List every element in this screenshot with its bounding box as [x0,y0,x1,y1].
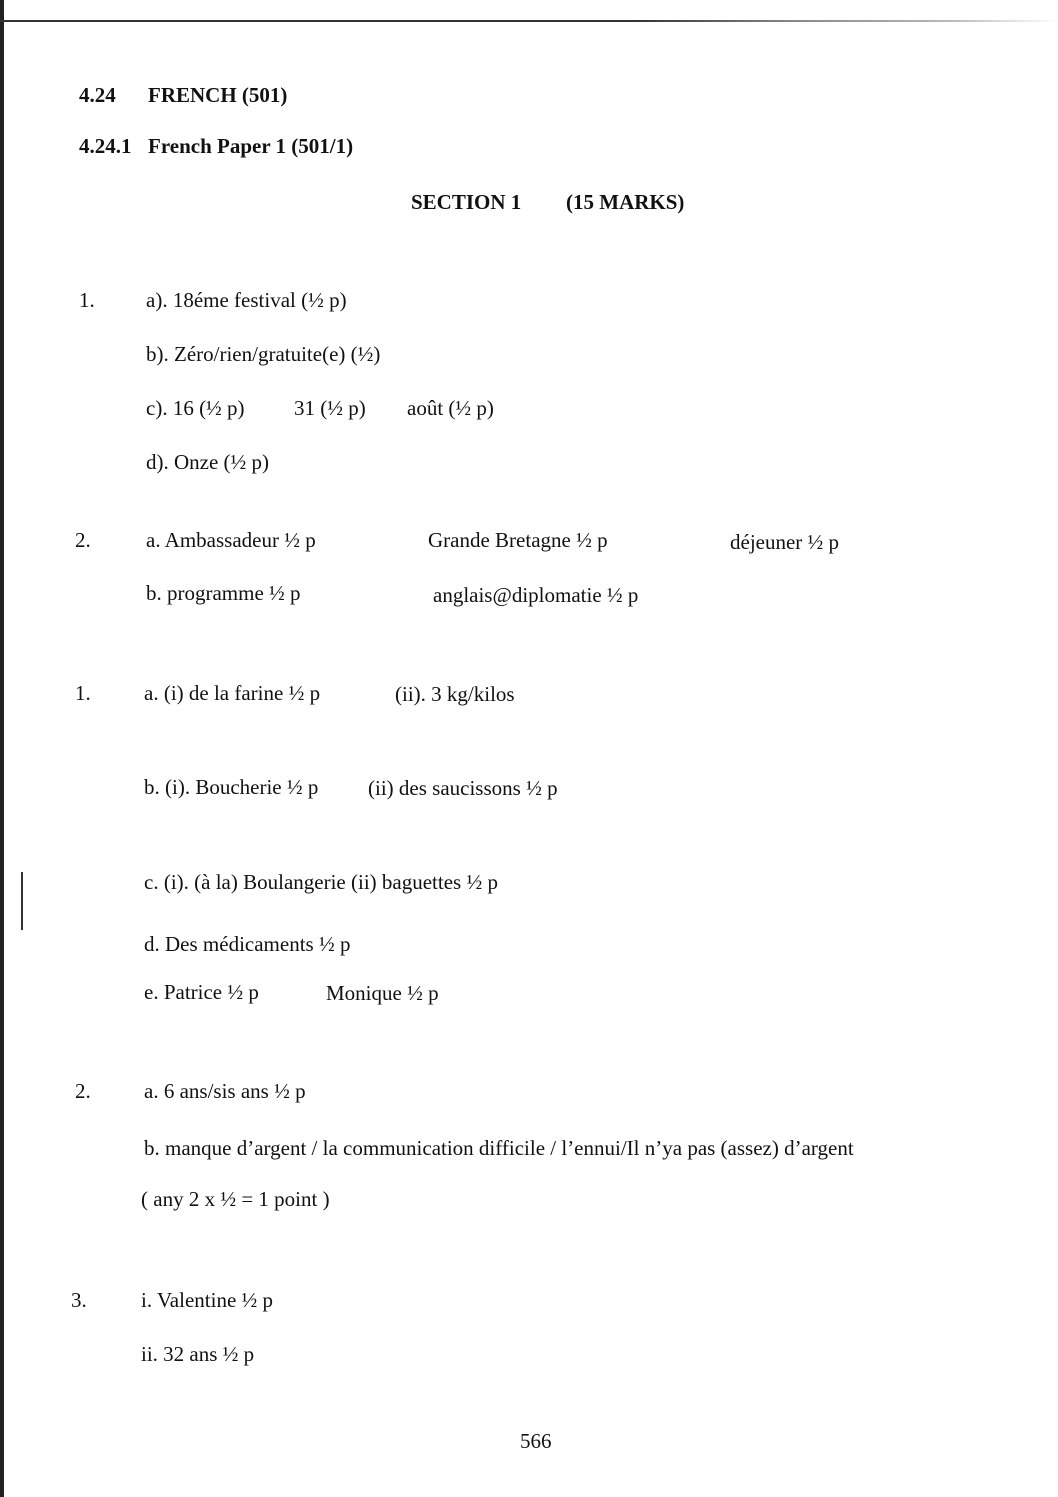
subsection-title: French Paper 1 (501/1) [148,134,354,158]
answer-line: Grande Bretagne ½ p [428,528,608,552]
answer-line: déjeuner ½ p [730,530,840,554]
answer-line: e. Patrice ½ p [144,980,259,1004]
answer-line: b. programme ½ p [146,581,301,605]
section-title: FRENCH (501) [148,83,288,107]
answer-line: (ii) des saucissons ½ p [368,776,558,800]
subsection-number: 4.24.1 [79,134,132,158]
answer-line: b). Zéro/rien/gratuite(e) (½) [146,342,381,366]
answer-line: a. (i) de la farine ½ p [144,681,321,705]
section-marks: (15 MARKS) [566,190,685,214]
answer-line: Monique ½ p [326,981,439,1005]
margin-mark [21,872,23,930]
answer-line: a). 18éme festival (½ p) [146,288,347,312]
answer-line: anglais@diplomatie ½ p [433,583,639,607]
scan-edge [0,0,4,1497]
answer-line: 31 (½ p) [294,396,366,420]
answer-line: b. manque d’argent / la communication difficile / l’ennui/Il n’ya pas (assez) d’argent [144,1136,854,1160]
answer-line: ii. 32 ans ½ p [141,1342,255,1366]
section-label: SECTION 1 [411,190,522,214]
answer-line: a. 6 ans/sis ans ½ p [144,1079,306,1103]
scoring-note: ( any 2 x ½ = 1 point ) [141,1187,330,1211]
answer-line: (ii). 3 kg/kilos [395,682,515,706]
question-number: 2. [75,1079,91,1103]
section-number: 4.24 [79,83,116,107]
answer-line: b. (i). Boucherie ½ p [144,775,319,799]
page-number: 566 [520,1429,552,1453]
answer-line: d. Des médicaments ½ p [144,932,351,956]
answer-line: d). Onze (½ p) [146,450,270,474]
question-number: 1. [79,288,95,312]
question-number: 3. [71,1288,87,1312]
answer-line: c). 16 (½ p) [146,396,245,420]
top-rule [0,20,1058,22]
answer-line: i. Valentine ½ p [141,1288,274,1312]
answer-line: a. Ambassadeur ½ p [146,528,316,552]
answer-line: c. (i). (à la) Boulangerie (ii) baguettes ½ p [144,870,498,894]
question-number: 2. [75,528,91,552]
question-number: 1. [75,681,91,705]
answer-line: août (½ p) [407,396,494,420]
